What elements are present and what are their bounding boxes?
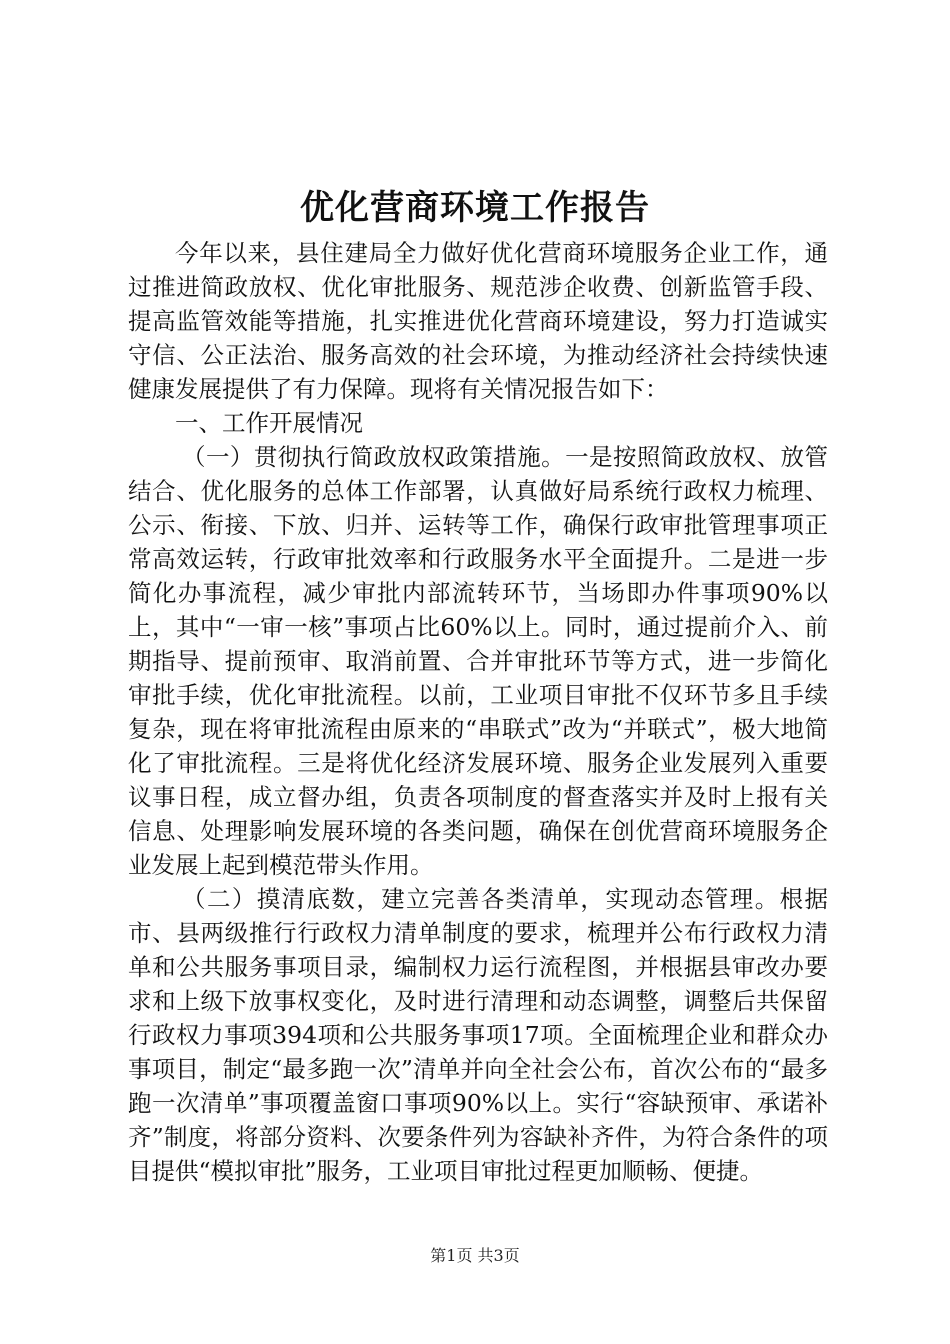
subsection-paragraph-2: （二）摸清底数，建立完善各类清单，实现动态管理。根据市、县两级推行行政权力清单制度的要求，梳理并公布行政权力清单和公共服务事项目录，编制权力运行流程图，并根据县审改办要求和上级下放事权变化，及时进行清理和动态调整，调整后共保留行政权力事项394项和公共服务事项17项。全面梳理企业和群众办事项目，制定“最多跑一次”清单并向全社会公布，首次公布的“最多跑一次清单”事项覆盖窗口事项90%以上。实行“容缺预审、承诺补齐”制度，将部分资料、次要条件列为容缺补齐件，为符合条件的项目提供“模拟审批”服务，工业项目审批过程更加顺畅、便捷。 <box>128 885 828 1185</box>
document-title: 优化营商环境工作报告 <box>300 188 650 228</box>
document-body <box>128 236 828 1188</box>
subsection-paragraph-1: （一）贯彻执行简政放权政策措施。一是按照简政放权、放管结合、优化服务的总体工作部署，认真做好局系统行政权力梳理、公示、衔接、下放、归并、运转等工作，确保行政审批管理事项正常高效运转，行政审批效率和行政服务水平全面提升。二是进一步简化办事流程，减少审批内部流转环节，当场即办件事项90%以上，其中“一审一核”事项占比60%以上。同时，通过提前介入、前期指导、提前预审、取消前置、合并审批环节等方式，进一步简化审批手续，优化审批流程。以前，工业项目审批不仅环节多且手续复杂，现在将审批流程由原来的“串联式”改为“并联式”，极大地简化了审批流程。三是将优化经济发展环境、服务企业发展列入重要议事日程，成立督办组，负责各项制度的督查落实并及时上报有关信息、处理影响发展环境的各类问题，确保在创优营商环境服务企业发展上起到模范带头作用。 <box>128 443 828 879</box>
section-heading: 一、工作开展情况 <box>175 409 363 437</box>
page-footer: 第1页 共3页 <box>430 1246 520 1265</box>
intro-paragraph: 今年以来，县住建局全力做好优化营商环境服务企业工作，通过推进简政放权、优化审批服务、规范涉企收费、创新监管手段、提高监管效能等措施，扎实推进优化营商环境建设，努力打造诚实守信、公正法治、服务高效的社会环境，为推动经济社会持续快速健康发展提供了有力保障。现将有关情况报告如下： <box>128 239 828 403</box>
